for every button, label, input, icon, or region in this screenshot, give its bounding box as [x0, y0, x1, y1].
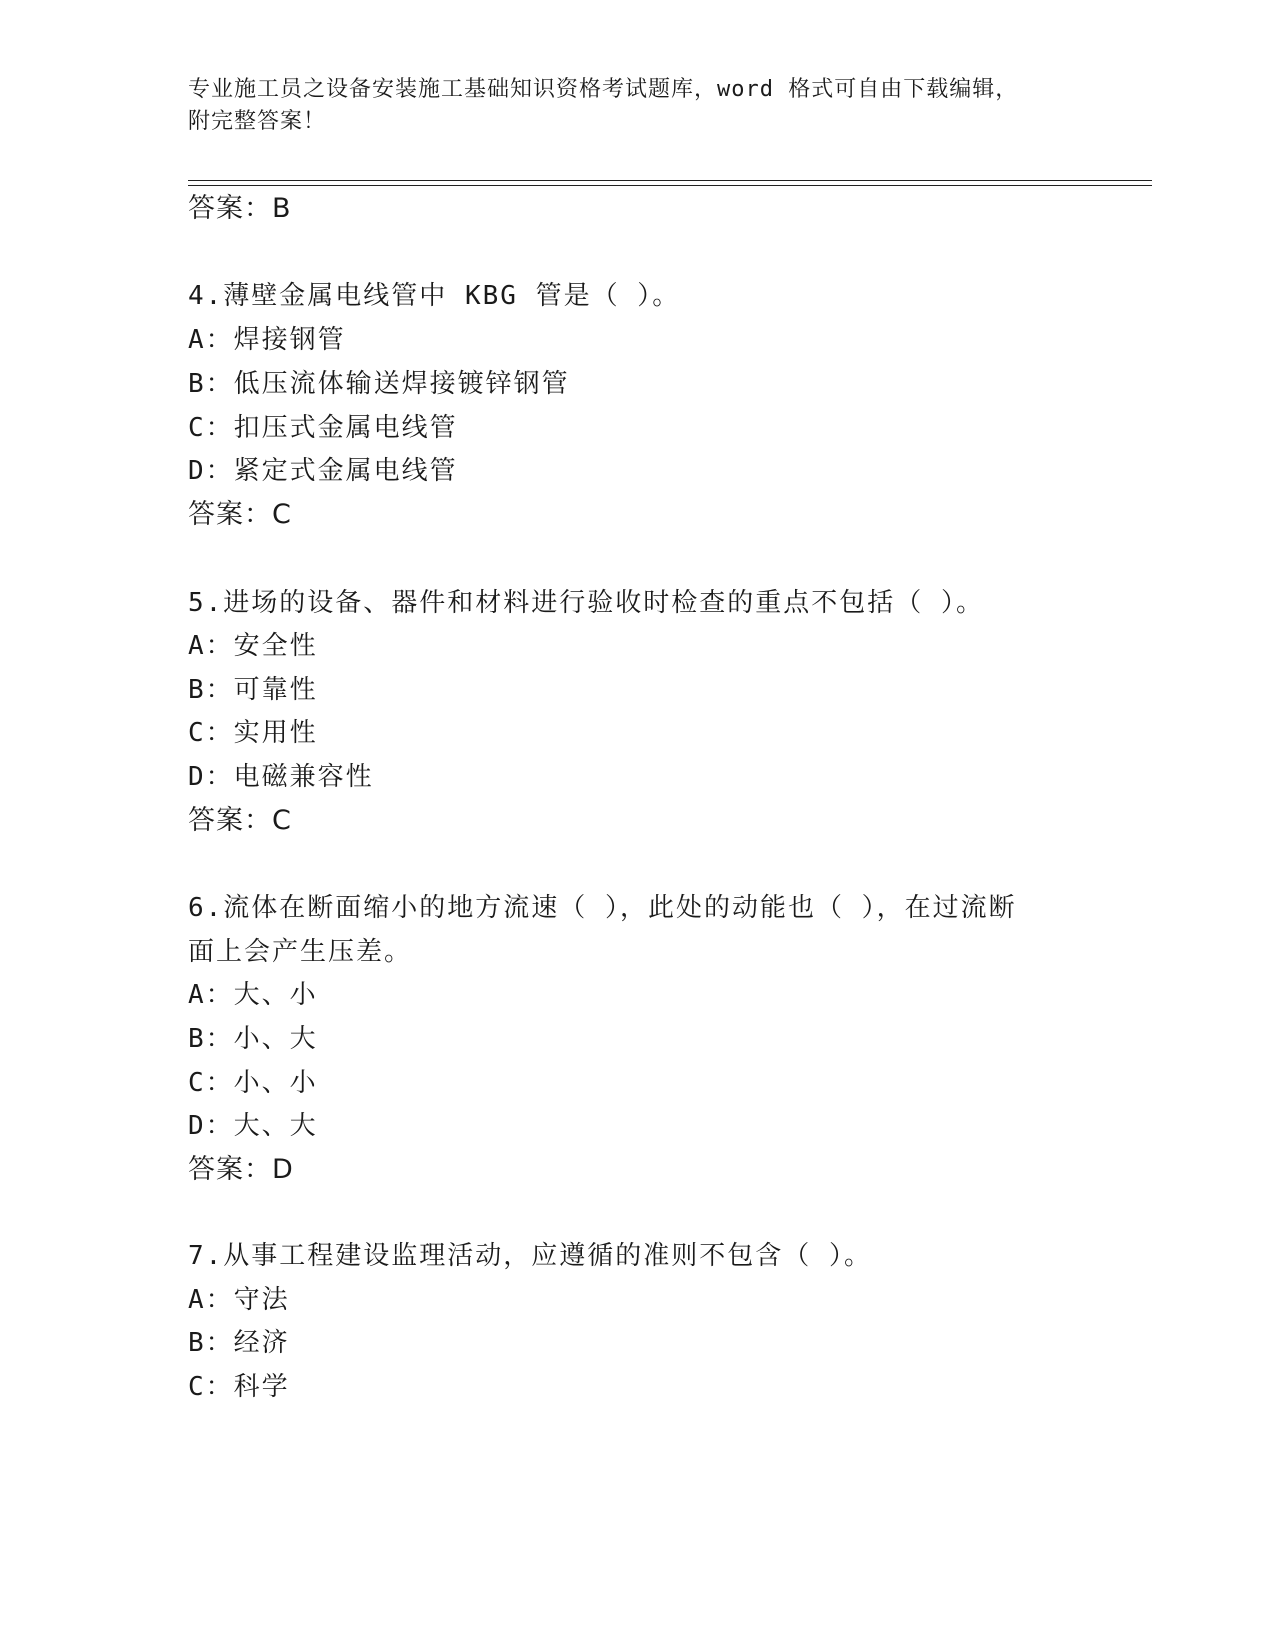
question-7-stem: 7.从事工程建设监理活动，应遵循的准则不包含（ ）。	[188, 1241, 872, 1271]
question-5-stem: 5.进场的设备、器件和材料进行验收时检查的重点不包括（ ）。	[188, 588, 984, 618]
question-4-option-b: B：低压流体输送焊接镀锌钢管	[188, 369, 570, 399]
question-6-option-c: C：小、小	[188, 1068, 318, 1098]
question-4-answer: 答案：C	[188, 499, 292, 530]
question-7-option-b: B：经济	[188, 1328, 290, 1358]
previous-answer: 答案：B	[188, 193, 292, 224]
question-6-answer: 答案：D	[188, 1154, 294, 1185]
question-5-option-d: D：电磁兼容性	[188, 762, 374, 792]
header-line-2: 附完整答案！	[188, 109, 327, 134]
question-4-stem: 4.薄壁金属电线管中 KBG 管是（ ）。	[188, 281, 681, 311]
question-7-option-a: A：守法	[188, 1285, 290, 1315]
question-6-option-d: D：大、大	[188, 1111, 318, 1141]
question-5-option-c: C：实用性	[188, 718, 318, 748]
header-line-1: 专业施工员之设备安装施工基础知识资格考试题库，word 格式可自由下载编辑，	[188, 77, 1019, 102]
question-6-stem-line-1: 6.流体在断面缩小的地方流速（ ），此处的动能也（ ），在过流断	[188, 893, 1017, 923]
header-divider-bottom	[188, 185, 1152, 186]
header-divider-top	[188, 180, 1152, 181]
question-5-option-a: A：安全性	[188, 631, 318, 661]
question-7-option-c: C：科学	[188, 1372, 290, 1402]
document-header	[188, 74, 1068, 138]
question-6-option-a: A：大、小	[188, 980, 318, 1010]
question-5-answer: 答案：C	[188, 805, 292, 836]
question-5-option-b: B：可靠性	[188, 675, 318, 705]
question-6-stem-line-2: 面上会产生压差。	[188, 937, 413, 967]
question-4-option-a: A：焊接钢管	[188, 325, 346, 355]
question-4-option-d: D：紧定式金属电线管	[188, 456, 458, 486]
question-6-option-b: B：小、大	[188, 1024, 318, 1054]
question-4-option-c: C：扣压式金属电线管	[188, 413, 458, 443]
